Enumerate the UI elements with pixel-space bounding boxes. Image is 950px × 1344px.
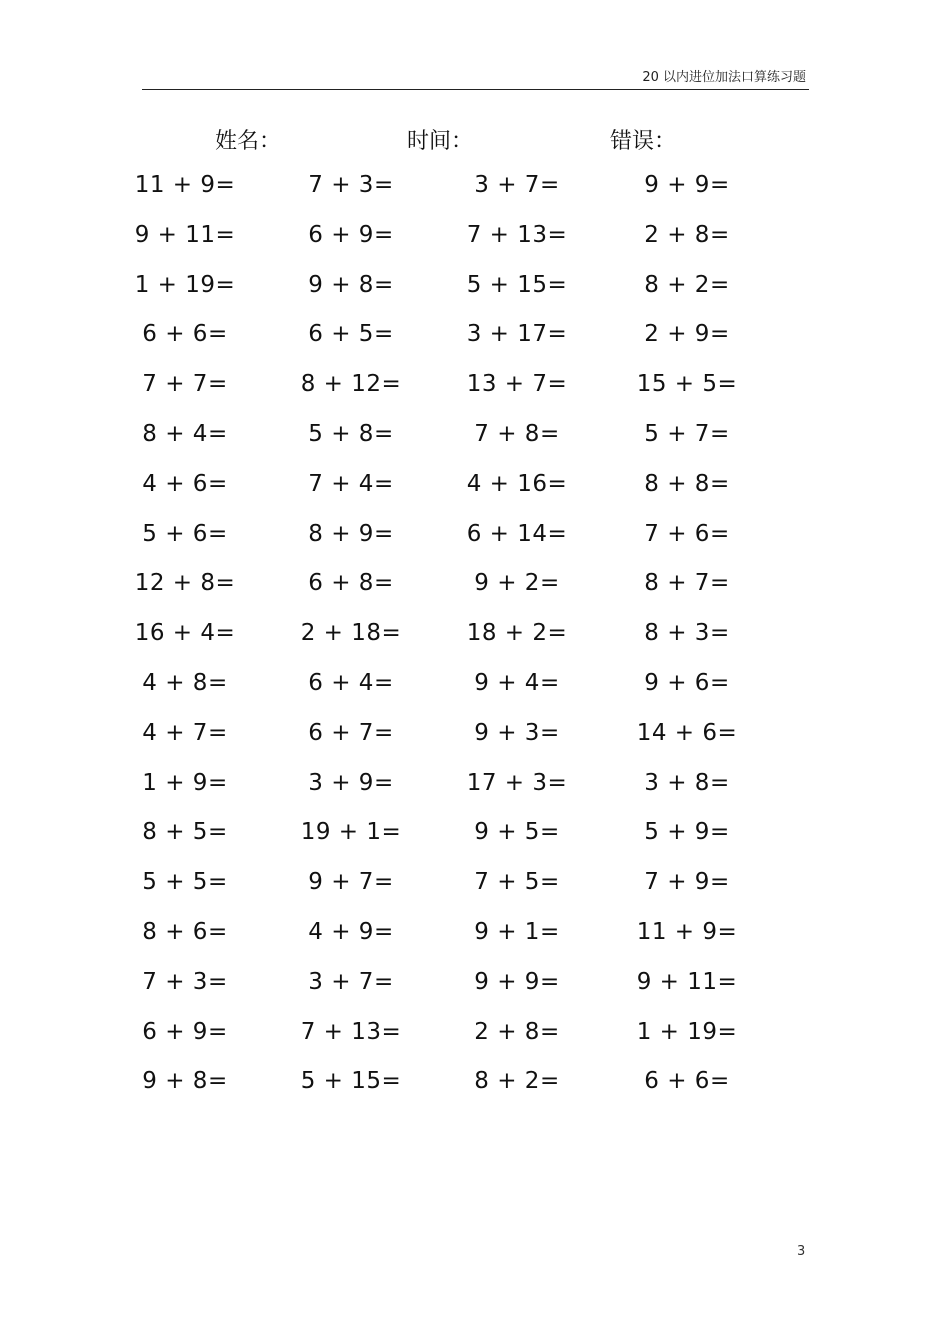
problem-item: 1 + 9= (142, 769, 228, 796)
errors-label: 错误： (610, 129, 677, 154)
problem-item: 1 + 19= (134, 271, 236, 298)
time-label: 时间： (407, 129, 474, 154)
problem-item: 3 + 8= (644, 769, 730, 796)
problem-row (0, 770, 950, 810)
problem-item: 5 + 15= (466, 271, 568, 298)
problem-item: 17 + 3= (466, 769, 568, 796)
problem-item: 7 + 7= (142, 371, 228, 398)
problem-row (0, 222, 950, 262)
problem-item: 2 + 18= (300, 620, 402, 647)
problem-item: 8 + 8= (644, 470, 730, 497)
problem-item: 3 + 9= (308, 769, 394, 796)
problem-item: 9 + 4= (474, 670, 560, 696)
problem-item: 6 + 5= (308, 321, 394, 348)
problem-row (0, 471, 950, 511)
problem-item: 11 + 9= (636, 919, 738, 945)
problem-item: 9 + 8= (308, 271, 394, 298)
problem-item: 8 + 2= (474, 1068, 560, 1095)
problem-item: 4 + 8= (142, 670, 228, 696)
problem-item: 7 + 4= (308, 470, 394, 497)
problem-item: 9 + 6= (644, 670, 730, 696)
problem-item: 2 + 9= (644, 321, 730, 348)
problem-item: 9 + 9= (644, 172, 730, 198)
problem-item: 8 + 3= (644, 620, 730, 647)
problem-item: 14 + 6= (636, 719, 738, 746)
problem-item: 2 + 8= (474, 1018, 560, 1045)
problem-item: 12 + 8= (134, 570, 236, 597)
problem-item: 9 + 11= (636, 968, 738, 995)
problem-item: 5 + 5= (142, 869, 228, 896)
problem-item: 6 + 14= (466, 520, 568, 547)
problem-item: 6 + 7= (308, 719, 394, 746)
problem-row (0, 371, 950, 411)
problem-item: 8 + 6= (142, 919, 228, 945)
problem-item: 8 + 9= (308, 520, 394, 547)
problem-item: 7 + 9= (644, 869, 730, 896)
problem-item: 9 + 3= (474, 719, 560, 746)
info-row (0, 124, 950, 160)
problem-row (0, 819, 950, 859)
problem-item: 5 + 7= (644, 421, 730, 447)
problem-row (0, 321, 950, 361)
problem-item: 15 + 5= (636, 371, 738, 398)
problem-item: 4 + 9= (308, 919, 394, 945)
problem-item: 16 + 4= (134, 620, 236, 647)
problem-item: 9 + 2= (474, 570, 560, 597)
problem-item: 18 + 2= (466, 620, 568, 647)
name-label: 姓名： (215, 129, 282, 154)
problem-row (0, 969, 950, 1009)
problem-row (0, 1068, 950, 1108)
problem-item: 6 + 8= (308, 570, 394, 597)
problem-item: 19 + 1= (300, 819, 402, 846)
problem-row (0, 869, 950, 909)
problem-item: 9 + 5= (474, 819, 560, 846)
problem-item: 5 + 15= (300, 1068, 402, 1095)
problem-item: 7 + 5= (474, 869, 560, 896)
problem-item: 5 + 9= (644, 819, 730, 846)
problem-row (0, 272, 950, 312)
problem-item: 5 + 6= (142, 520, 228, 547)
problem-item: 6 + 4= (308, 670, 394, 696)
problem-item: 7 + 13= (466, 221, 568, 248)
problem-item: 13 + 7= (466, 371, 568, 398)
problem-item: 6 + 9= (308, 221, 394, 248)
problem-item: 7 + 8= (474, 421, 560, 447)
problem-row (0, 421, 950, 461)
problem-item: 3 + 7= (308, 968, 394, 995)
problem-row (0, 919, 950, 959)
problem-item: 2 + 8= (644, 221, 730, 248)
problem-row (0, 620, 950, 660)
problem-item: 9 + 8= (142, 1068, 228, 1095)
problem-row (0, 720, 950, 760)
problem-item: 4 + 6= (142, 470, 228, 497)
problem-item: 3 + 17= (466, 321, 568, 348)
problem-item: 6 + 6= (644, 1068, 730, 1095)
problem-item: 9 + 7= (308, 869, 394, 896)
problem-item: 7 + 3= (308, 172, 394, 198)
problem-row (0, 172, 950, 212)
problem-item: 7 + 3= (142, 968, 228, 995)
problem-row (0, 521, 950, 561)
problem-item: 6 + 9= (142, 1018, 228, 1045)
problem-item: 9 + 11= (134, 221, 236, 248)
problem-item: 11 + 9= (134, 172, 236, 198)
problem-item: 8 + 4= (142, 421, 228, 447)
problem-item: 1 + 19= (636, 1018, 738, 1045)
problem-row (0, 670, 950, 710)
problem-item: 4 + 7= (142, 719, 228, 746)
problem-item: 8 + 5= (142, 819, 228, 846)
page-number: 3 (797, 1244, 806, 1259)
problem-item: 3 + 7= (474, 172, 560, 198)
problem-item: 8 + 2= (644, 271, 730, 298)
header-rule (142, 89, 809, 90)
problem-item: 6 + 6= (142, 321, 228, 348)
problem-row (0, 570, 950, 610)
problem-item: 8 + 12= (300, 371, 402, 398)
problem-item: 5 + 8= (308, 421, 394, 447)
problem-item: 9 + 1= (474, 919, 560, 945)
header-title: 20 以内进位加法口算练习题 (642, 70, 806, 85)
problem-item: 7 + 13= (300, 1018, 402, 1045)
problem-row (0, 1019, 950, 1059)
problem-item: 4 + 16= (466, 470, 568, 497)
problem-item: 7 + 6= (644, 520, 730, 547)
problem-item: 9 + 9= (474, 968, 560, 995)
problem-item: 8 + 7= (644, 570, 730, 597)
